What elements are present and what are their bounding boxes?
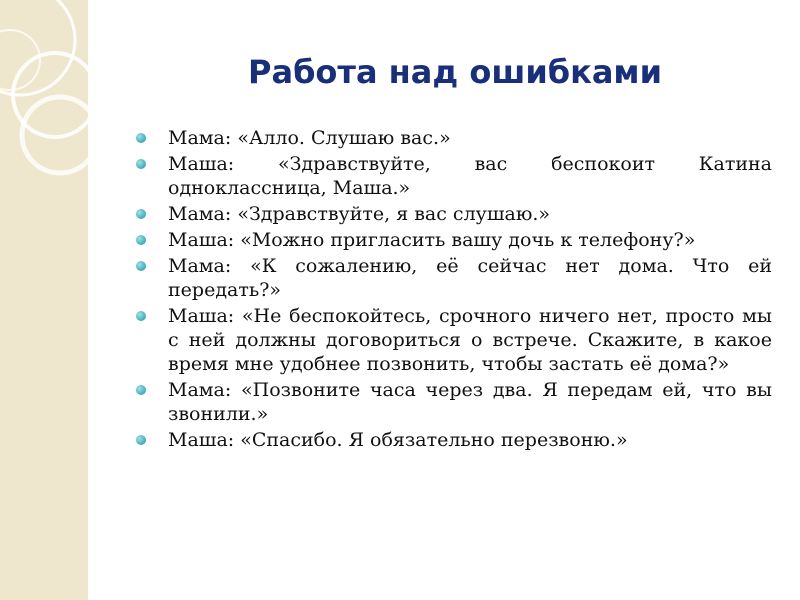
decorative-side-panel bbox=[0, 0, 88, 600]
dialogue-line: Маша: «Спасибо. Я обязательно перезвоню.» bbox=[168, 429, 628, 451]
dialogue-line: Мама: «Здравствуйте, я вас слушаю.» bbox=[168, 203, 551, 225]
dialogue-line: Маша: «Можно пригласить вашу дочь к телефону?» bbox=[168, 229, 696, 251]
list-item bbox=[136, 428, 772, 452]
list-item bbox=[136, 202, 772, 226]
bullet-icon bbox=[136, 311, 146, 321]
dialogue-list bbox=[136, 126, 772, 454]
dialogue-line: Маша: «Не беспокойтесь, срочного ничего нет, просто мы с ней должны договориться о встрече. Скажите, в какое время мне удобнее позвонить, чтобы застать её дома?» bbox=[168, 305, 772, 375]
dialogue-line: Мама: «Позвоните часа через два. Я передам ей, что вы звонили.» bbox=[168, 379, 772, 425]
dialogue-line: Маша: «Здравствуйте, вас беспокоит Катина одноклассница, Маша.» bbox=[168, 153, 772, 199]
list-item bbox=[136, 152, 772, 200]
bullet-icon bbox=[136, 385, 146, 395]
dialogue-line: Мама: «К сожалению, её сейчас нет дома. Что ей передать?» bbox=[168, 255, 772, 301]
slide-title: Работа над ошибками bbox=[248, 53, 662, 91]
decorative-circles bbox=[0, 0, 88, 600]
bullet-icon bbox=[136, 235, 146, 245]
bullet-icon bbox=[136, 435, 146, 445]
list-item bbox=[136, 254, 772, 302]
list-item bbox=[136, 228, 772, 252]
list-item bbox=[136, 304, 772, 376]
bullet-icon bbox=[136, 209, 146, 219]
bullet-icon bbox=[136, 133, 146, 143]
bullet-icon bbox=[136, 159, 146, 169]
dialogue-line: Мама: «Алло. Слушаю вас.» bbox=[168, 127, 451, 149]
list-item bbox=[136, 378, 772, 426]
list-item bbox=[136, 126, 772, 150]
bullet-icon bbox=[136, 261, 146, 271]
